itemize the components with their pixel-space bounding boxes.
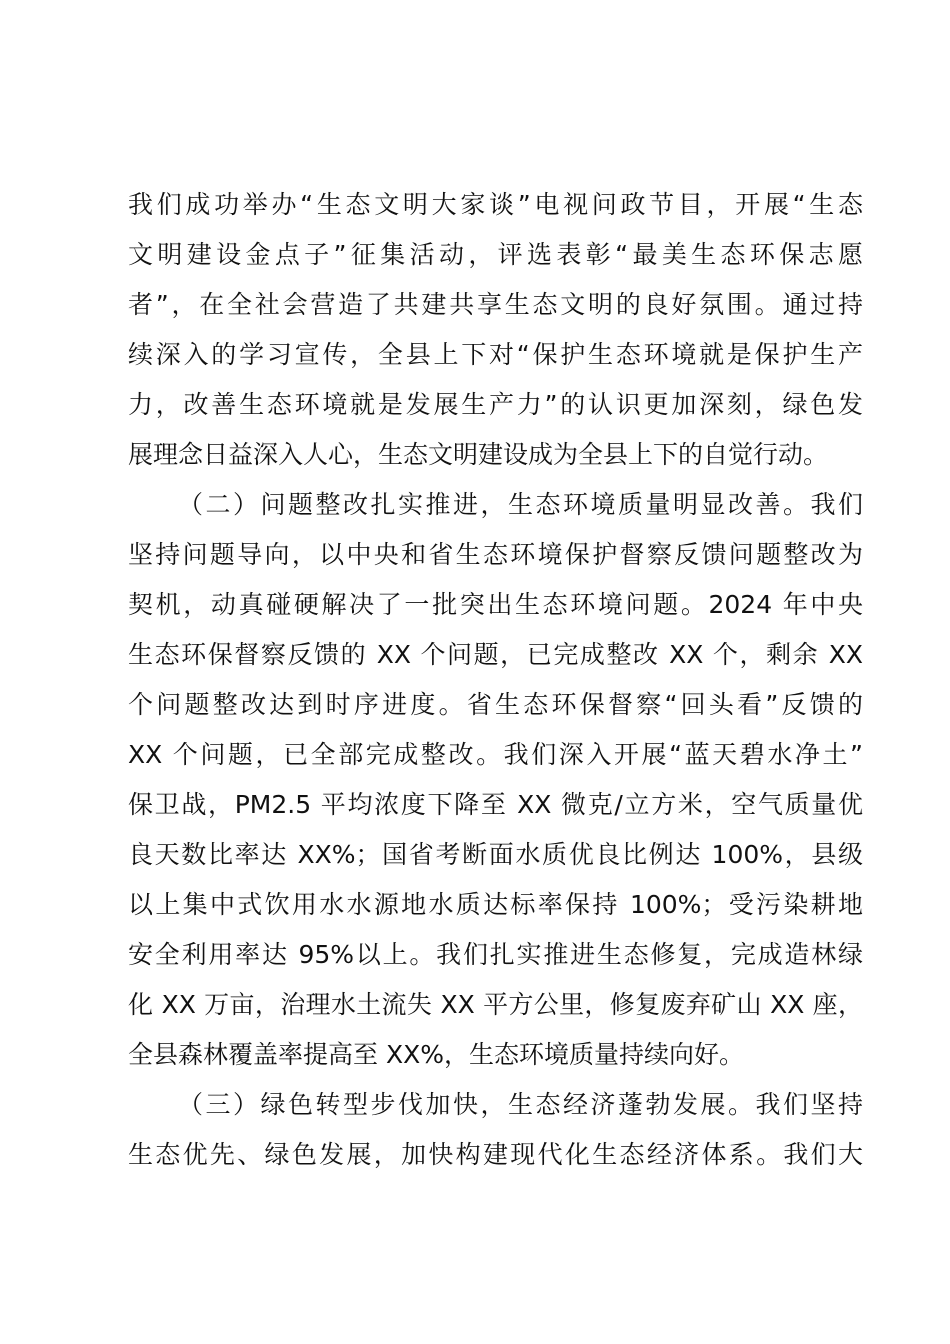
paragraph-line: 安全利用率达 95%以上。我们扎实推进生态修复，完成造林绿: [128, 940, 863, 969]
paragraph-line: 化 XX 万亩，治理水土流失 XX 平方公里，修复废弃矿山 XX 座，: [128, 990, 863, 1019]
paragraph-line: XX 个问题，已全部完成整改。我们深入开展“蓝天碧水净土”: [128, 740, 863, 769]
paragraph-line: 续深入的学习宣传，全县上下对“保护生态环境就是保护生产: [128, 340, 863, 369]
paragraph-line: 个问题整改达到时序进度。省生态环保督察“回头看”反馈的: [128, 690, 863, 719]
paragraph-line: 以上集中式饮用水水源地水质达标率保持 100%；受污染耕地: [128, 890, 863, 919]
paragraph-line: 全县森林覆盖率提高至 XX%，生态环境质量持续向好。: [128, 1040, 744, 1069]
paragraph-line: （三）绿色转型步伐加快，生态经济蓬勃发展。我们坚持: [178, 1090, 863, 1119]
paragraph-line: （二）问题整改扎实推进，生态环境质量明显改善。我们: [178, 490, 863, 519]
paragraph-line: 我们成功举办“生态文明大家谈”电视问政节目，开展“生态: [128, 190, 863, 219]
paragraph-3: [128, 1080, 863, 1180]
document-body: [128, 180, 863, 1180]
paragraph-line: 展理念日益深入人心，生态文明建设成为全县上下的自觉行动。: [128, 440, 829, 469]
paragraph-line: 契机，动真碰硬解决了一批突出生态环境问题。2024 年中央: [128, 590, 863, 619]
paragraph-line: 良天数比率达 XX%；国省考断面水质优良比例达 100%，县级: [128, 840, 863, 869]
paragraph-line: 保卫战，PM2.5 平均浓度下降至 XX 微克/立方米，空气质量优: [128, 790, 863, 819]
paragraph-line: 者”，在全社会营造了共建共享生态文明的良好氛围。通过持: [128, 290, 863, 319]
paragraph-1: [128, 180, 863, 480]
paragraph-line: 生态优先、绿色发展，加快构建现代化生态经济体系。我们大: [128, 1140, 863, 1169]
paragraph-line: 文明建设金点子”征集活动，评选表彰“最美生态环保志愿: [128, 240, 863, 269]
paragraph-line: 生态环保督察反馈的 XX 个问题，已完成整改 XX 个，剩余 XX: [128, 640, 863, 669]
paragraph-line: 力，改善生态环境就是发展生产力”的认识更加深刻，绿色发: [128, 390, 863, 419]
paragraph-2: [128, 480, 863, 1080]
paragraph-line: 坚持问题导向，以中央和省生态环境保护督察反馈问题整改为: [128, 540, 863, 569]
